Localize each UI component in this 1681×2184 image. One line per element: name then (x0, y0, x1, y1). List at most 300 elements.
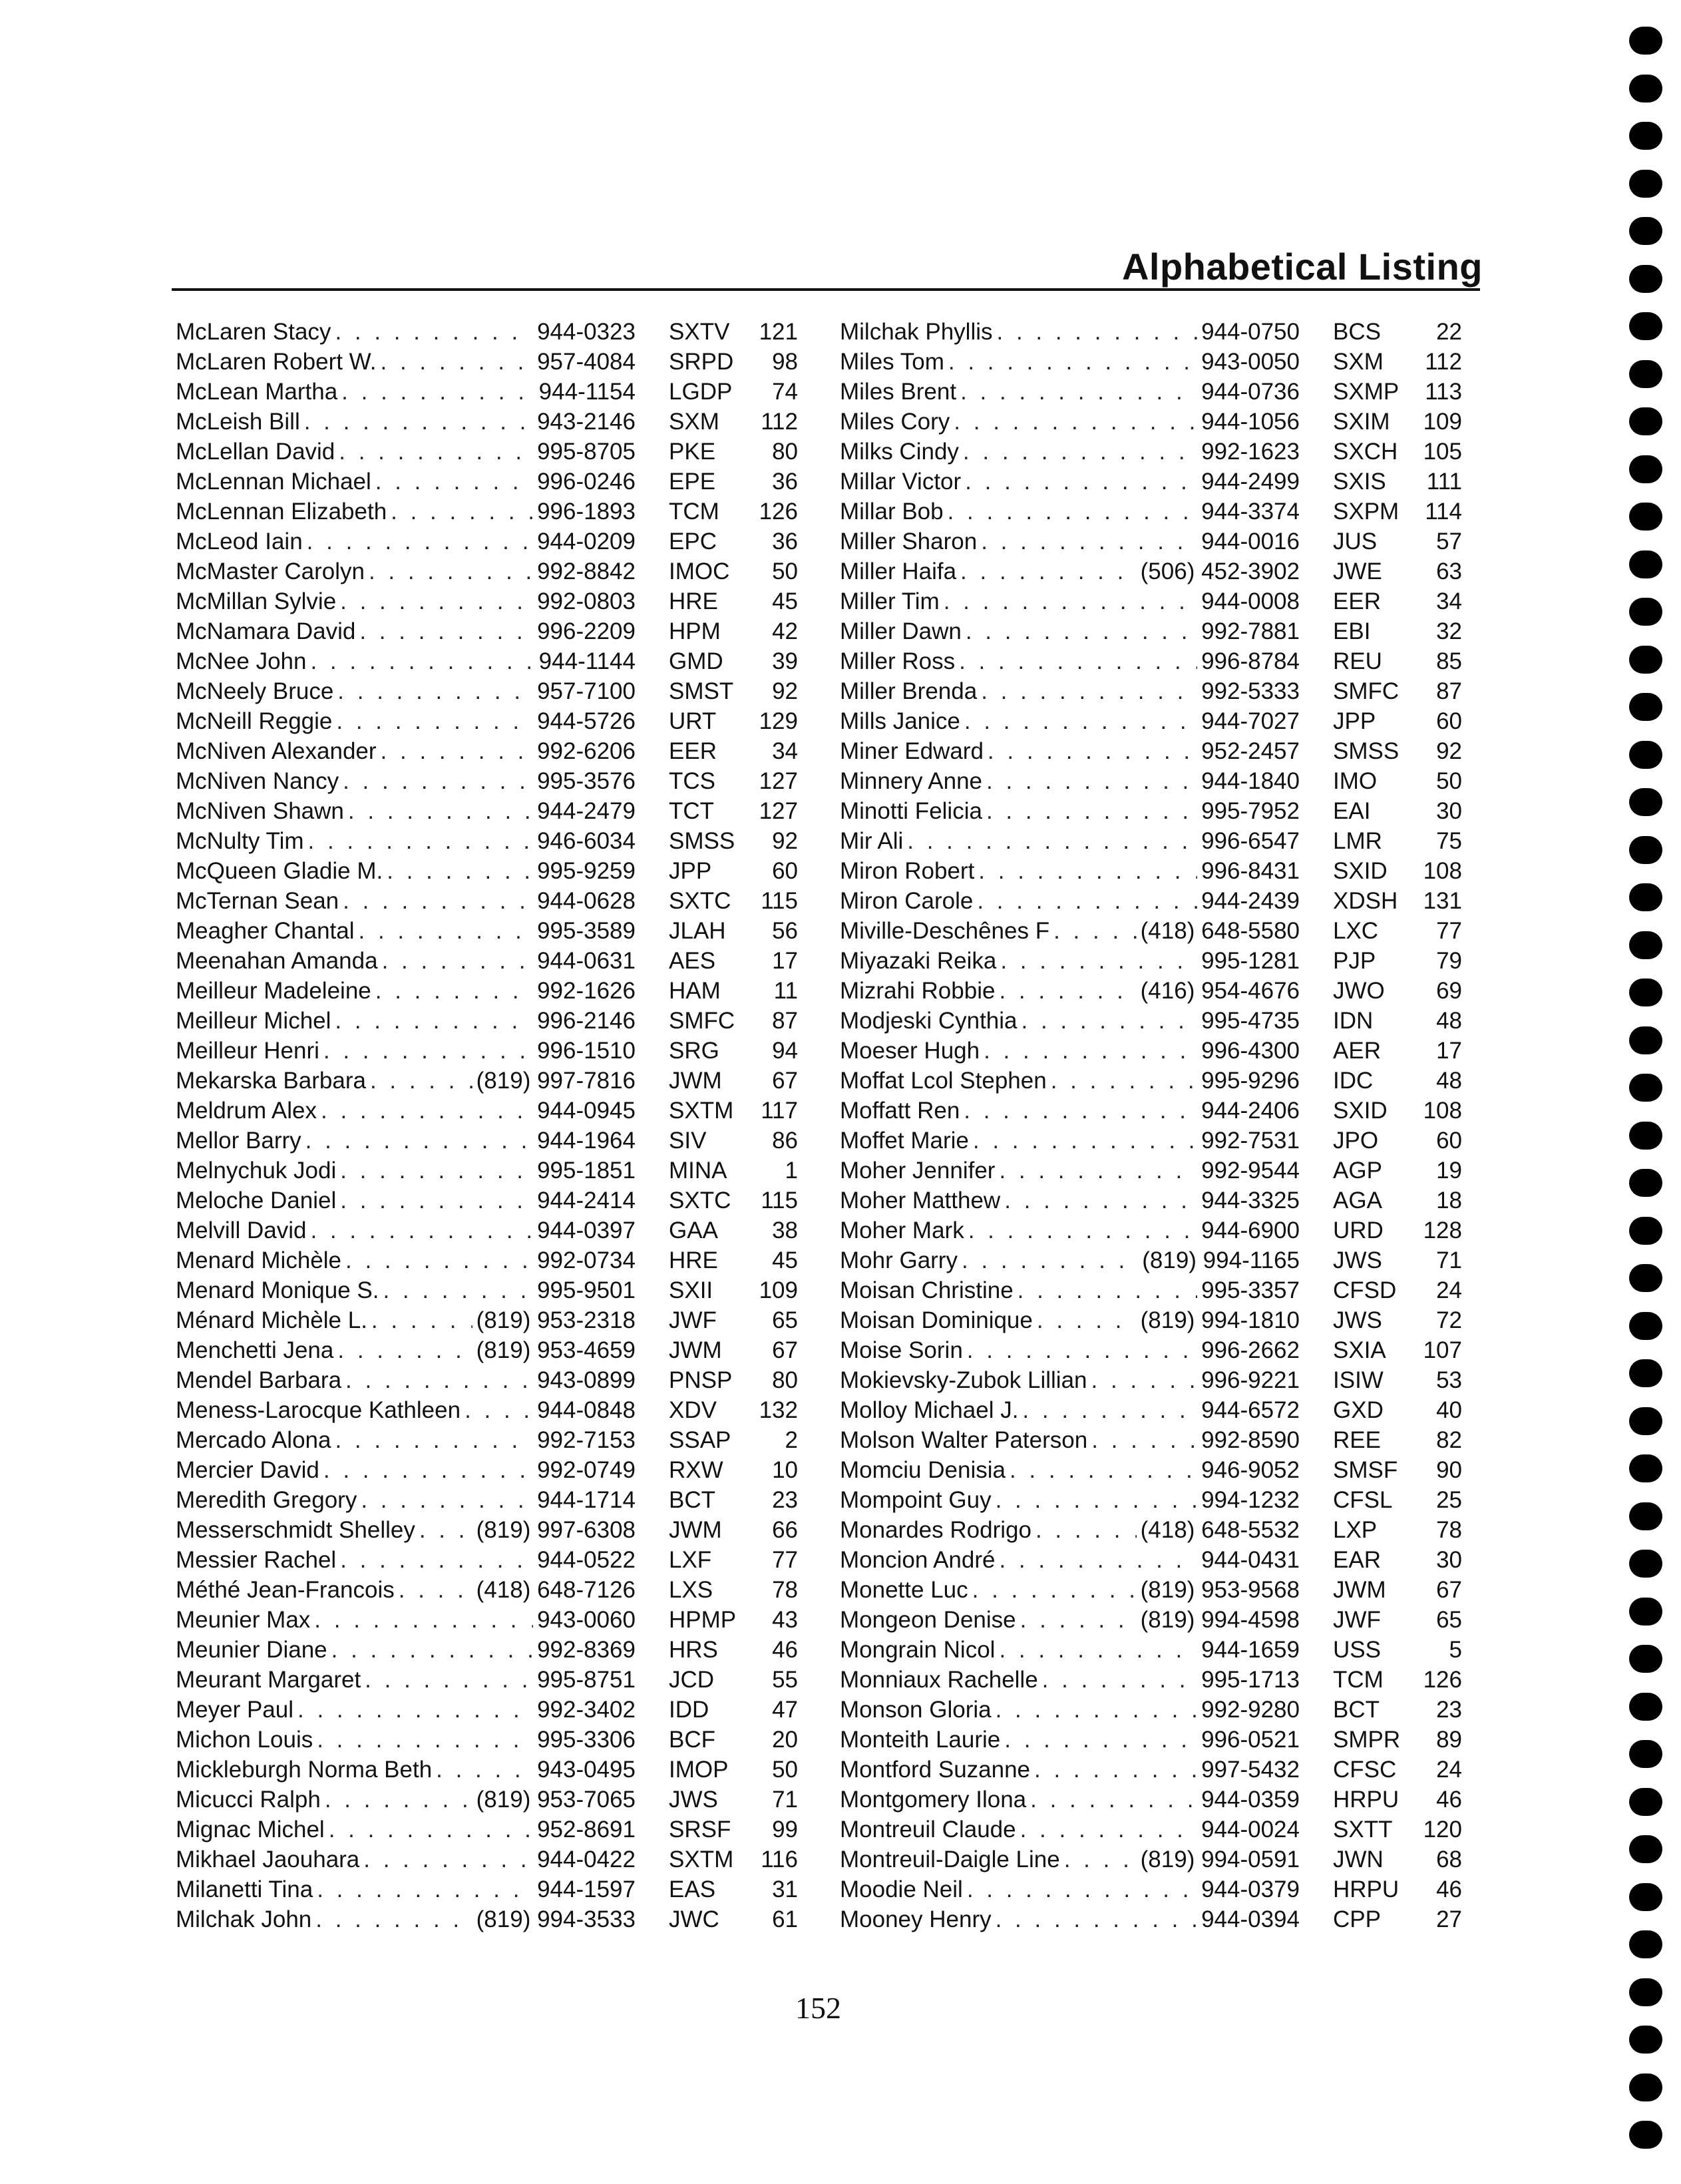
binding-hole (1629, 1835, 1662, 1863)
listing-room: 48 (1436, 1008, 1462, 1034)
name-cell (840, 527, 1201, 556)
listing-room: 39 (772, 648, 798, 674)
listing-row (840, 916, 1462, 946)
name-cell (176, 1036, 537, 1066)
name-cell (840, 1335, 1201, 1365)
listing-dept: JWF (669, 1307, 717, 1333)
listing-dept: JWN (1333, 1847, 1384, 1872)
binding-hole (1629, 1502, 1662, 1530)
dot-leader (981, 676, 1197, 706)
listing-name: McNiven Nancy (176, 768, 339, 794)
listing-name: Moeser Hugh (840, 1038, 980, 1064)
listing-row (840, 886, 1462, 916)
listing-name: Meunier Max (176, 1607, 311, 1633)
listing-phone: 995-3576 (537, 768, 636, 794)
binding-hole (1629, 883, 1662, 911)
listing-row (840, 1725, 1462, 1755)
dot-leader (999, 1635, 1197, 1665)
listing-name: Mir Ali (840, 828, 904, 854)
name-cell (176, 1785, 476, 1815)
listing-row (840, 437, 1462, 467)
listing-row (176, 1815, 798, 1845)
name-cell (840, 1785, 1201, 1815)
dot-leader (1030, 1785, 1197, 1815)
listing-phone: 944-6572 (1201, 1397, 1300, 1423)
listing-room: 17 (772, 948, 798, 974)
dot-leader (359, 616, 533, 646)
dot-leader (999, 976, 1136, 1006)
listing-dept: SXTC (669, 888, 731, 914)
name-cell (176, 1605, 537, 1635)
listing-name: Moher Matthew (840, 1188, 1001, 1213)
listing-row (176, 736, 798, 766)
listing-row (840, 1335, 1462, 1365)
listing-dept: SXIS (1333, 469, 1386, 495)
listing-dept: IMOP (669, 1757, 729, 1783)
listing-name: Millar Bob (840, 499, 944, 525)
name-cell (840, 946, 1201, 976)
name-cell (176, 736, 537, 766)
binding-hole (1629, 2121, 1662, 2149)
listing-name: Molson Walter Paterson (840, 1427, 1088, 1453)
listing-phone: (819) 994-0591 (1140, 1847, 1300, 1872)
listing-phone: 944-0628 (537, 888, 636, 914)
listing-name: Moodie Neil (840, 1876, 963, 1902)
listing-name: McNiven Shawn (176, 798, 344, 824)
listing-room: 61 (772, 1906, 798, 1932)
binding-hole (1629, 1454, 1662, 1482)
listing-dept: TCS (669, 768, 715, 794)
listing-row (176, 407, 798, 437)
listing-room: 108 (1423, 1098, 1462, 1124)
listing-name: Miyazaki Reika (840, 948, 997, 974)
listing-dept: IDD (669, 1697, 709, 1723)
listing-phone: (819) 953-4659 (476, 1337, 636, 1363)
listing-row (176, 586, 798, 616)
dot-leader (307, 527, 533, 556)
listing-room: 113 (1425, 379, 1462, 405)
listing-dept: ISIW (1333, 1367, 1384, 1393)
name-cell (176, 1725, 537, 1755)
listing-dept: PJP (1333, 948, 1376, 974)
listing-name: Menchetti Jena (176, 1337, 334, 1363)
name-cell (176, 1186, 537, 1215)
listing-room: 43 (772, 1607, 798, 1633)
dot-leader (984, 1036, 1197, 1066)
name-cell (840, 646, 1201, 676)
listing-name: Melnychuk Jodi (176, 1158, 337, 1184)
listing-dept: PKE (669, 439, 716, 465)
listing-phone: 944-2439 (1201, 888, 1300, 914)
name-cell (176, 407, 537, 437)
dot-leader (336, 706, 533, 736)
listing-phone: 943-2146 (537, 409, 636, 435)
listing-phone: 944-1154 (538, 379, 636, 405)
listing-dept: LXF (669, 1547, 712, 1573)
listing-row (176, 1874, 798, 1904)
listing-room: 65 (772, 1307, 798, 1333)
dot-leader (1037, 1305, 1137, 1335)
listing-dept: SMSF (1333, 1457, 1398, 1483)
dot-leader (375, 467, 533, 497)
dot-leader (1004, 1725, 1197, 1755)
listing-row (176, 766, 798, 796)
listing-row (840, 1425, 1462, 1455)
name-cell (840, 1455, 1201, 1485)
name-cell (840, 467, 1201, 497)
binding-hole (1629, 1264, 1662, 1292)
listing-phone: 944-0024 (1201, 1817, 1300, 1843)
listing-room: 45 (772, 1247, 798, 1273)
listing-row (840, 1515, 1462, 1545)
listing-dept: HRE (669, 588, 718, 614)
listing-name: McQueen Gladie M. (176, 858, 383, 884)
listing-dept: JWS (1333, 1247, 1382, 1273)
name-cell (176, 347, 537, 377)
listing-dept: XDV (669, 1397, 717, 1423)
listing-row (176, 1066, 798, 1096)
listing-name: Menard Michèle (176, 1247, 341, 1273)
listing-room: 20 (772, 1727, 798, 1753)
listing-name: Monardes Rodrigo (840, 1517, 1031, 1543)
name-cell (176, 527, 537, 556)
listing-row (176, 1425, 798, 1455)
name-cell (840, 1425, 1201, 1455)
listing-name: Monteith Laurie (840, 1727, 1001, 1753)
dot-leader (314, 1605, 533, 1635)
listing-name: McNamara David (176, 618, 356, 644)
binding-hole (1629, 598, 1662, 626)
binding-hole (1629, 550, 1662, 578)
listing-room: 85 (1436, 648, 1462, 674)
listing-room: 65 (1436, 1607, 1462, 1633)
listing-dept: GXD (1333, 1397, 1384, 1423)
listing-dept: GMD (669, 648, 723, 674)
listing-row (176, 1245, 798, 1275)
listing-dept: MINA (669, 1158, 727, 1184)
header-rule (172, 288, 1480, 291)
dot-leader (337, 1335, 472, 1365)
binding-hole (1629, 931, 1662, 959)
name-cell (176, 646, 539, 676)
listing-dept: CFSL (1333, 1487, 1393, 1513)
listing-name: Moisan Dominique (840, 1307, 1033, 1333)
listing-dept: SRG (669, 1038, 719, 1064)
listing-phone: 944-3325 (1201, 1188, 1300, 1213)
listing-row (840, 1096, 1462, 1126)
listing-room: 75 (1436, 828, 1462, 854)
listing-phone: 944-5726 (537, 708, 636, 734)
listing-row (176, 1755, 798, 1785)
listing-row (176, 1395, 798, 1425)
listing-room: 107 (1423, 1337, 1462, 1363)
listing-name: Modjeski Cynthia (840, 1008, 1018, 1034)
dot-leader (297, 1695, 533, 1725)
listing-row (176, 437, 798, 467)
listing-row (176, 1845, 798, 1874)
listing-row (840, 1186, 1462, 1215)
dot-leader (988, 736, 1197, 766)
listing-dept: EPE (669, 469, 716, 495)
listing-row (840, 1036, 1462, 1066)
listing-row (840, 1395, 1462, 1425)
listing-phone: 992-7531 (1201, 1128, 1300, 1154)
listing-dept: SMFC (1333, 678, 1400, 704)
name-cell (840, 1066, 1201, 1096)
listing-dept: XDSH (1333, 888, 1398, 914)
name-cell (176, 1096, 537, 1126)
listing-room: 30 (1436, 1547, 1462, 1573)
listing-row (840, 1605, 1462, 1635)
listing-room: 34 (1436, 588, 1462, 614)
name-cell (840, 556, 1141, 586)
binding-hole (1629, 693, 1662, 721)
dot-leader (948, 497, 1197, 527)
listing-phone: (819) 997-7816 (476, 1068, 636, 1094)
listing-room: 27 (1436, 1906, 1462, 1932)
name-cell (176, 556, 537, 586)
name-cell (176, 856, 537, 886)
listing-room: 40 (1436, 1397, 1462, 1423)
name-cell (176, 796, 537, 826)
listing-row (176, 1036, 798, 1066)
listing-phone: (819) 953-9568 (1140, 1577, 1300, 1603)
name-cell (840, 856, 1201, 886)
listing-phone: 992-7153 (537, 1427, 636, 1453)
listing-dept: URD (1333, 1217, 1384, 1243)
listing-phone: 944-1714 (537, 1487, 636, 1513)
dot-leader (315, 1904, 472, 1934)
name-cell (840, 1725, 1201, 1755)
listing-phone: 943-0899 (537, 1367, 636, 1393)
listing-phone: 944-0394 (1201, 1906, 1300, 1932)
listing-name: Mignac Michel (176, 1817, 325, 1843)
listing-row (176, 916, 798, 946)
listing-dept: SXTT (1333, 1817, 1393, 1843)
listing-room: 114 (1425, 499, 1462, 525)
listing-phone: 957-4084 (537, 349, 636, 375)
listing-phone: (819) 994-1165 (1142, 1247, 1300, 1273)
listing-row (176, 527, 798, 556)
listing-phone: 995-4735 (1201, 1008, 1300, 1034)
name-cell (840, 1485, 1201, 1515)
listing-name: Moffat Lcol Stephen (840, 1068, 1047, 1094)
dot-leader (465, 1395, 533, 1425)
listing-dept: EPC (669, 529, 717, 554)
listing-row (840, 1545, 1462, 1575)
binding-hole (1629, 1930, 1662, 1958)
listing-name: Miner Edward (840, 738, 984, 764)
listing-name: Mongrain Nicol (840, 1637, 996, 1663)
listing-name: Miville-Deschênes F (840, 918, 1050, 944)
binding-hole (1629, 312, 1662, 340)
listing-name: Meilleur Henri (176, 1038, 319, 1064)
listing-name: Mikhael Jaouhara (176, 1847, 360, 1872)
listing-phone: 995-8751 (537, 1667, 636, 1693)
listing-phone: 995-3306 (537, 1727, 636, 1753)
listing-room: 23 (772, 1487, 798, 1513)
listing-row (840, 1126, 1462, 1156)
listing-phone: 996-6547 (1201, 828, 1300, 854)
listing-row (176, 1126, 798, 1156)
listing-room: 25 (1436, 1487, 1462, 1513)
listing-row (840, 646, 1462, 676)
listing-phone: (819) 994-4598 (1140, 1607, 1300, 1633)
listing-phone: 992-8369 (537, 1637, 636, 1663)
listing-room: 23 (1436, 1697, 1462, 1723)
binding-hole (1629, 1217, 1662, 1245)
listing-name: Meilleur Michel (176, 1008, 331, 1034)
dot-leader (329, 1815, 533, 1845)
listing-dept: HAM (669, 978, 721, 1004)
name-cell (176, 1904, 476, 1934)
listing-name: Mizrahi Robbie (840, 978, 996, 1004)
listing-phone: 943-0050 (1201, 349, 1300, 375)
listing-room: 5 (1449, 1637, 1462, 1663)
binding-hole (1629, 1407, 1662, 1435)
listing-row (176, 1695, 798, 1725)
listing-room: 112 (1425, 349, 1462, 375)
name-cell (840, 347, 1201, 377)
listing-dept: SXTM (669, 1098, 734, 1124)
name-cell (176, 497, 537, 527)
listing-phone: 992-9280 (1201, 1697, 1300, 1723)
name-cell (176, 1545, 537, 1575)
dot-leader (963, 437, 1197, 467)
listing-room: 108 (1423, 858, 1462, 884)
listing-room: 10 (772, 1457, 798, 1483)
listing-name: Meenahan Amanda (176, 948, 378, 974)
name-cell (840, 1006, 1201, 1036)
listing-phone: 996-2146 (537, 1008, 636, 1034)
listing-room: 109 (1423, 409, 1462, 435)
listing-phone: 992-3402 (537, 1697, 636, 1723)
name-cell (176, 916, 537, 946)
listing-phone: 996-8784 (1201, 648, 1300, 674)
listing-phone: (819) 994-1810 (1140, 1307, 1300, 1333)
listing-dept: EAS (669, 1876, 716, 1902)
listing-name: Mongeon Denise (840, 1607, 1016, 1633)
listing-dept: JLAH (669, 918, 726, 944)
listing-row (840, 1455, 1462, 1485)
listing-name: Menard Monique S. (176, 1277, 379, 1303)
listing-row (176, 886, 798, 916)
listing-row (176, 706, 798, 736)
name-cell (840, 586, 1201, 616)
binding-hole (1629, 1359, 1662, 1387)
listing-dept: SXID (1333, 858, 1388, 884)
name-cell (176, 377, 539, 407)
listing-row (176, 1006, 798, 1036)
dot-leader (419, 1515, 472, 1545)
binding-hole (1629, 265, 1662, 293)
listing-room: 68 (1436, 1847, 1462, 1872)
dot-leader (345, 1245, 533, 1275)
dot-leader (365, 1665, 533, 1695)
listing-row (176, 1725, 798, 1755)
name-cell (176, 1815, 537, 1845)
listing-phone: 992-8590 (1201, 1427, 1300, 1453)
listing-name: Méthé Jean-Francois (176, 1577, 395, 1603)
listing-row (840, 407, 1462, 437)
listing-row (176, 1365, 798, 1395)
listing-dept: SXTV (669, 319, 730, 345)
dot-leader (340, 1186, 533, 1215)
listing-name: Montgomery Ilona (840, 1787, 1027, 1813)
listing-dept: SXM (669, 409, 719, 435)
listing-dept: SSAP (669, 1427, 731, 1453)
listing-row (176, 796, 798, 826)
listing-room: 117 (761, 1098, 798, 1124)
dot-leader (343, 886, 533, 916)
listing-dept: BCF (669, 1727, 715, 1753)
listing-phone: 995-7952 (1201, 798, 1300, 824)
listing-dept: BCS (1333, 319, 1381, 345)
listing-row (176, 1605, 798, 1635)
listing-name: Meunier Diane (176, 1637, 327, 1663)
listing-dept: JUS (1333, 529, 1378, 554)
listing-row (176, 1305, 798, 1335)
listing-room: 92 (772, 828, 798, 854)
listing-phone: 995-1713 (1201, 1667, 1300, 1693)
name-cell (176, 1635, 537, 1665)
name-cell (840, 916, 1141, 946)
dot-leader (968, 1215, 1197, 1245)
listing-phone: 957-7100 (537, 678, 636, 704)
listing-row (840, 1575, 1462, 1605)
listing-row (176, 676, 798, 706)
listing-dept: AGP (1333, 1158, 1382, 1184)
listing-name: Meness-Larocque Kathleen (176, 1397, 461, 1423)
listing-name: Momciu Denisia (840, 1457, 1006, 1483)
dot-leader (973, 1126, 1197, 1156)
name-cell (840, 1156, 1201, 1186)
dot-leader (331, 1635, 533, 1665)
listing-row (840, 1305, 1462, 1335)
listing-dept: SMFC (669, 1008, 735, 1034)
name-cell (176, 1425, 537, 1455)
dot-leader (1000, 946, 1197, 976)
dot-leader (1091, 1365, 1198, 1395)
dot-leader (1034, 1755, 1197, 1785)
listing-row (176, 1515, 798, 1545)
listing-phone: 944-0016 (1201, 529, 1300, 554)
listing-dept: HRPU (1333, 1787, 1400, 1813)
listing-dept: TCT (669, 798, 715, 824)
dot-leader (1004, 1186, 1197, 1215)
listing-room: 50 (772, 1757, 798, 1783)
dot-leader (371, 1305, 472, 1335)
name-cell (176, 467, 537, 497)
listing-phone: 996-0521 (1201, 1727, 1300, 1753)
listing-name: Mokievsky-Zubok Lillian (840, 1367, 1087, 1393)
binding-hole (1629, 1788, 1662, 1816)
listing-phone: 996-1893 (537, 499, 636, 525)
name-cell (840, 1126, 1201, 1156)
name-cell (840, 1096, 1201, 1126)
listing-dept: JWM (1333, 1577, 1386, 1603)
binding-hole (1629, 788, 1662, 816)
listing-name: Montford Suzanne (840, 1757, 1031, 1783)
listing-room: 60 (1436, 1128, 1462, 1154)
dot-leader (341, 377, 535, 407)
listing-row (840, 1485, 1462, 1515)
name-cell (840, 1575, 1141, 1605)
listing-dept: REE (1333, 1427, 1381, 1453)
listing-dept: SXIA (1333, 1337, 1386, 1363)
listing-phone: 996-0246 (537, 469, 636, 495)
name-cell (176, 1245, 537, 1275)
